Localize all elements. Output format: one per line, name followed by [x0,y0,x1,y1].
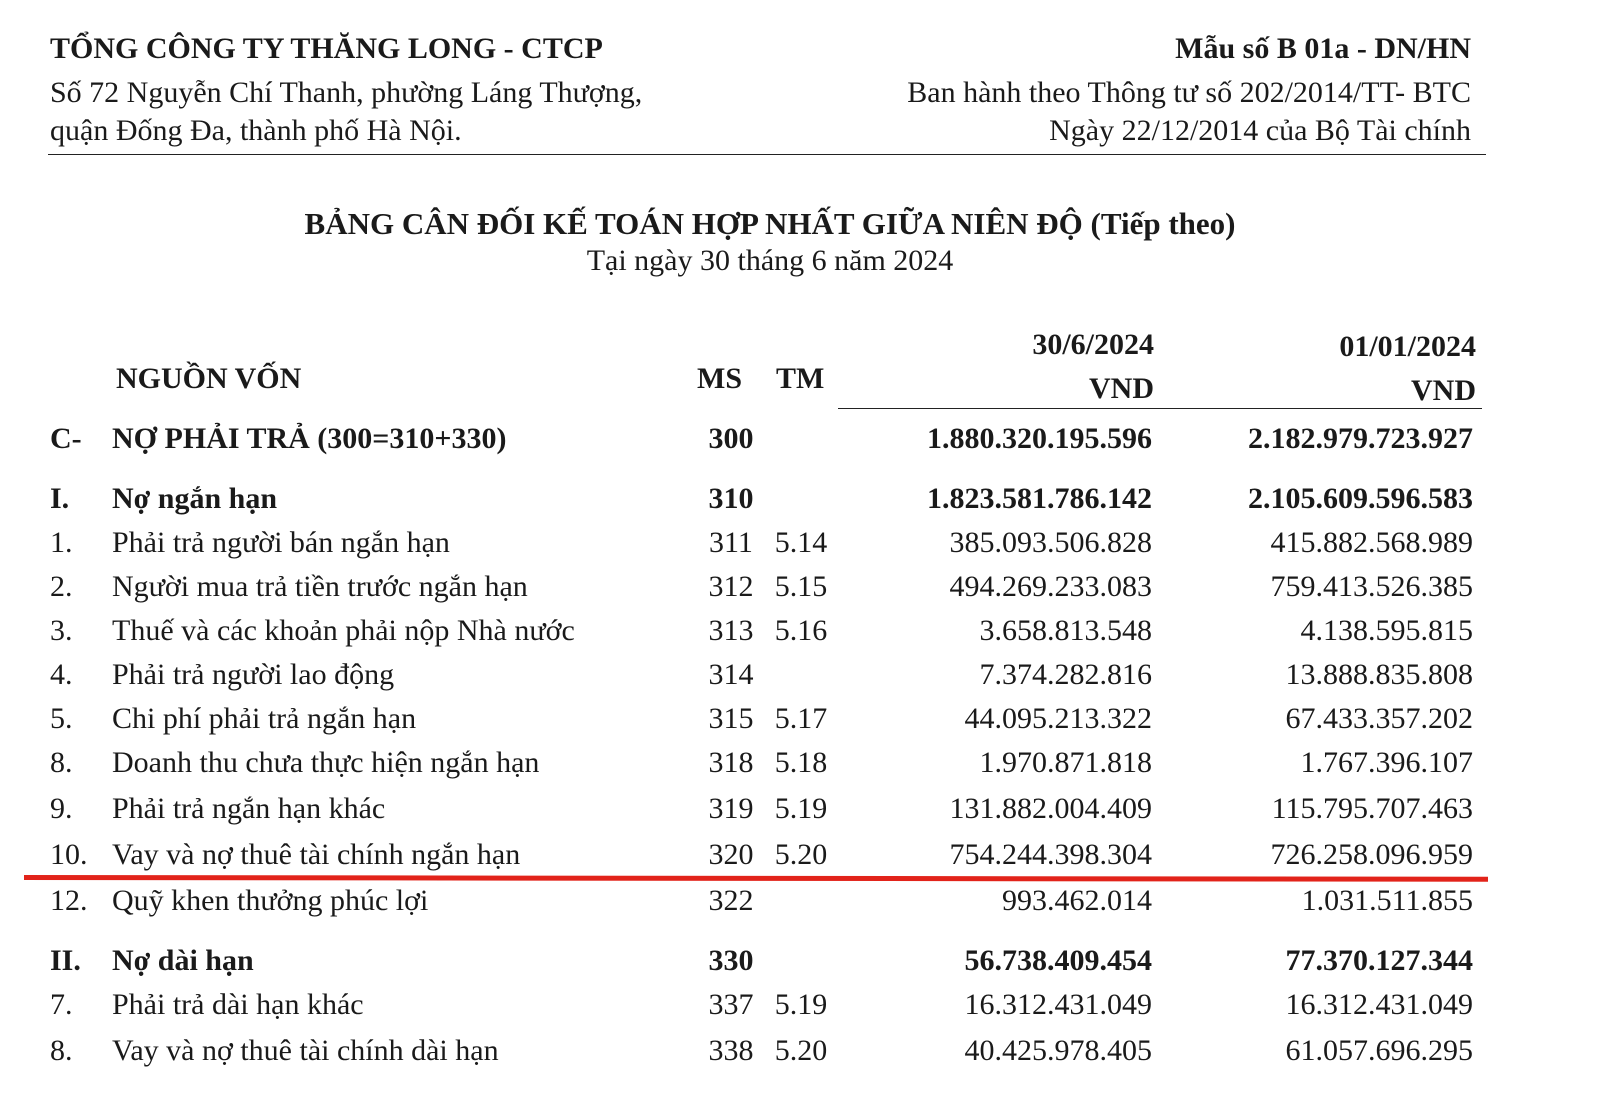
report-title: BẢNG CÂN ĐỐI KẾ TOÁN HỢP NHẤT GIỮA NIÊN ĐỘ (Tiếp theo) [304,206,1236,241]
row-label: Vay và nợ thuê tài chính ngắn hạn [112,838,521,871]
table-row [0,792,1600,836]
row-index: 3. [50,614,73,647]
row-value-current: 56.738.409.454 [964,944,1152,977]
row-value-current: 16.312.431.049 [964,988,1152,1021]
row-value-opening: 67.433.357.202 [1285,702,1473,735]
row-ms: 314 [708,658,754,691]
row-label: Phải trả dài hạn khác [112,988,364,1021]
table-row [0,526,1600,570]
header-divider [48,154,1486,155]
column-header-tm: TM [776,362,825,395]
row-tm: 5.16 [774,614,828,647]
row-tm: 5.19 [774,792,828,825]
row-index: C- [50,422,82,455]
row-label: Nợ dài hạn [112,944,254,977]
row-value-current: 754.244.398.304 [949,838,1152,871]
circular-date: Ngày 22/12/2014 của Bộ Tài chính [1049,114,1471,147]
row-label: Chi phí phải trả ngắn hạn [112,702,417,735]
company-address-line1: Số 72 Nguyễn Chí Thanh, phường Láng Thượng, [50,76,643,109]
column-header-date-current: 30/6/2024 [1032,328,1154,361]
row-value-current: 993.462.014 [1002,884,1152,917]
row-index: I. [50,482,70,515]
column-header-unit-current: VND [1089,372,1154,405]
row-tm: 5.20 [774,838,828,871]
row-index: 10. [50,838,88,871]
row-value-opening: 61.057.696.295 [1285,1034,1473,1067]
row-label: Người mua trả tiền trước ngắn hạn [112,570,528,603]
row-value-current: 494.269.233.083 [949,570,1152,603]
table-row [0,944,1600,988]
row-ms: 315 [708,702,754,735]
row-label: Thuế và các khoản phải nộp Nhà nước [112,614,575,647]
row-index: 9. [50,792,73,825]
row-value-opening: 13.888.835.808 [1285,658,1473,691]
row-value-current: 1.823.581.786.142 [927,482,1152,515]
row-tm: 5.20 [774,1034,828,1067]
row-index: 8. [50,1034,73,1067]
row-label: Vay và nợ thuê tài chính dài hạn [112,1034,499,1067]
row-tm: 5.18 [774,746,828,779]
row-index: 4. [50,658,73,691]
row-ms: 318 [708,746,754,779]
row-tm: 5.17 [774,702,828,735]
row-ms: 313 [708,614,754,647]
table-row [0,988,1600,1032]
row-value-current: 44.095.213.322 [964,702,1152,735]
row-index: 8. [50,746,73,779]
row-ms: 320 [708,838,754,871]
form-number: Mẫu số B 01a - DN/HN [1175,32,1471,65]
row-index: 12. [50,884,88,917]
table-row [0,422,1600,466]
row-ms: 319 [708,792,754,825]
column-header-ms: MS [697,362,742,395]
table-row [0,884,1600,928]
row-label: Phải trả ngắn hạn khác [112,792,386,825]
row-index: 7. [50,988,73,1021]
row-value-current: 7.374.282.816 [979,658,1152,691]
row-label: Nợ ngắn hạn [112,482,278,515]
row-value-current: 1.880.320.195.596 [927,422,1152,455]
row-label: Phải trả người bán ngắn hạn [112,526,450,559]
table-row [0,614,1600,658]
row-label: Quỹ khen thưởng phúc lợi [112,884,429,917]
row-ms: 337 [708,988,754,1021]
row-ms: 310 [708,482,754,515]
row-value-current: 40.425.978.405 [964,1034,1152,1067]
row-value-opening: 2.182.979.723.927 [1248,422,1473,455]
row-value-current: 385.093.506.828 [949,526,1152,559]
table-row [0,482,1600,526]
column-header-unit-opening: VND [1411,374,1476,407]
table-row [0,702,1600,746]
row-label: Doanh thu chưa thực hiện ngắn hạn [112,746,540,779]
company-address-line2: quận Đống Đa, thành phố Hà Nội. [50,114,462,147]
row-value-opening: 1.767.396.107 [1300,746,1473,779]
row-value-current: 131.882.004.409 [949,792,1152,825]
row-ms: 330 [708,944,754,977]
table-row [0,1034,1600,1078]
row-tm: 5.19 [774,988,828,1021]
row-value-opening: 77.370.127.344 [1285,944,1473,977]
row-tm: 5.14 [774,526,828,559]
table-row [0,746,1600,790]
circular-reference: Ban hành theo Thông tư số 202/2014/TT- BTC [907,76,1471,109]
row-value-opening: 2.105.609.596.583 [1248,482,1473,515]
row-ms: 322 [708,884,754,917]
row-index: 1. [50,526,73,559]
row-label: Phải trả người lao động [112,658,395,691]
row-value-opening: 415.882.568.989 [1270,526,1473,559]
row-value-opening: 1.031.511.855 [1301,884,1473,917]
column-header-label: NGUỒN VỐN [116,362,302,395]
row-value-opening: 115.795.707.463 [1271,792,1473,825]
row-index: 2. [50,570,73,603]
column-header-date-opening: 01/01/2024 [1339,330,1476,363]
row-value-current: 1.970.871.818 [979,746,1152,779]
row-value-opening: 759.413.526.385 [1270,570,1473,603]
row-index: II. [50,944,81,977]
row-ms: 338 [708,1034,754,1067]
row-value-current: 3.658.813.548 [979,614,1152,647]
report-subtitle: Tại ngày 30 tháng 6 năm 2024 [586,244,954,277]
row-ms: 312 [708,570,754,603]
row-ms: 300 [708,422,754,455]
row-label: NỢ PHẢI TRẢ (300=310+330) [112,422,507,455]
row-index: 5. [50,702,73,735]
table-row [0,658,1600,702]
row-ms: 311 [709,526,753,559]
company-name: TỔNG CÔNG TY THĂNG LONG - CTCP [50,32,603,65]
column-header-underline [838,408,1482,409]
row-value-opening: 726.258.096.959 [1270,838,1473,871]
row-value-opening: 16.312.431.049 [1285,988,1473,1021]
row-value-opening: 4.138.595.815 [1300,614,1473,647]
table-row [0,570,1600,614]
row-tm: 5.15 [774,570,828,603]
